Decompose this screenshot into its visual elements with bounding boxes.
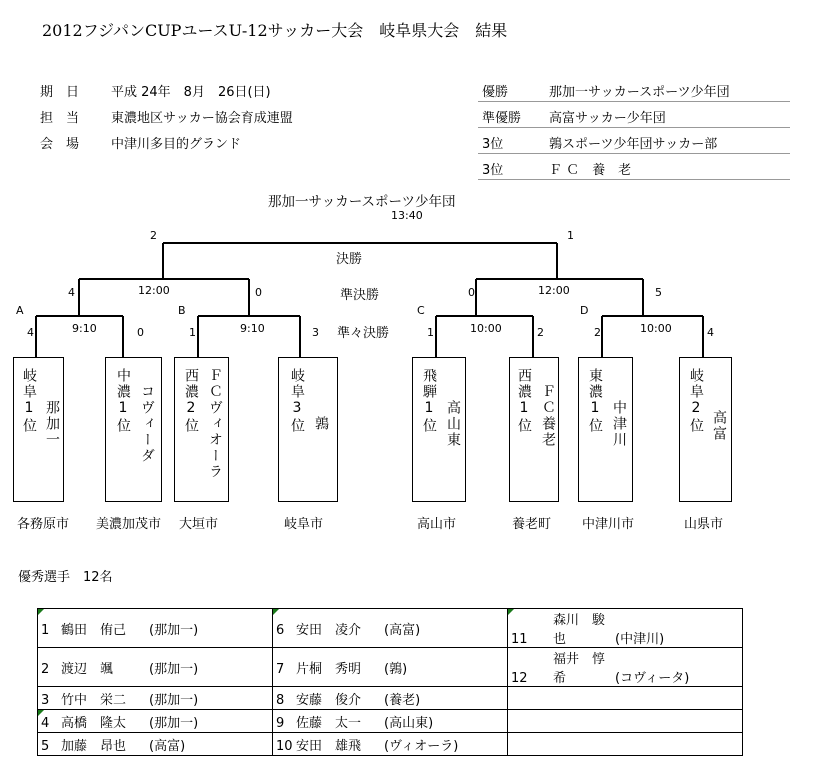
block-label-b: B <box>178 304 186 317</box>
team-city: 岐阜市 <box>284 517 324 532</box>
semi-label: 準決勝 <box>340 288 380 303</box>
empty-cell <box>508 733 743 756</box>
empty-cell <box>508 710 743 733</box>
team-seed: 西濃1位 <box>516 368 532 434</box>
team-seed: 西濃2位 <box>183 368 199 434</box>
player-cell: 1 鶴田 侑己 (那加一) <box>38 609 273 648</box>
player-cell: 4 高橋 隆太 (那加一) <box>38 710 273 733</box>
semi-right-time: 12:00 <box>538 284 570 297</box>
player-cell: 2 渡辺 颯 (那加一) <box>38 648 273 687</box>
semi-right-left-score: 0 <box>468 286 475 299</box>
team-name: ＦＣヴィオーラ <box>207 368 223 480</box>
team-name: 鶉 <box>313 416 329 432</box>
qf-d-time: 10:00 <box>640 322 672 335</box>
team-box <box>278 357 338 502</box>
result-team: 那加一サッカースポーツ少年団 <box>549 85 730 100</box>
qf-c-left-score: 1 <box>427 326 434 339</box>
qf-b-left-score: 1 <box>189 326 196 339</box>
team-box <box>679 357 732 502</box>
comment-marker <box>38 609 44 615</box>
player-cell: 12福井 惇希 (コヴィータ) <box>508 648 743 687</box>
table-row <box>38 733 743 756</box>
team-city: 中津川市 <box>582 517 635 532</box>
player-cell: 11森川 駿也 (中津川) <box>508 609 743 648</box>
result-rank: 3位 <box>482 137 504 152</box>
semi-right-right-score: 5 <box>655 286 662 299</box>
team-name: ＦＣ養老 <box>540 384 556 448</box>
team-seed: 岐阜1位 <box>21 368 37 434</box>
team-box <box>13 357 64 502</box>
players-table <box>37 608 743 756</box>
team-name: 中津川 <box>611 400 627 448</box>
final-label: 決勝 <box>336 252 363 267</box>
qf-b-time: 9:10 <box>240 322 265 335</box>
qf-c-time: 10:00 <box>470 322 502 335</box>
date-value: 平成 24年 8月 26日(日) <box>111 85 271 100</box>
result-team: 鶉スポーツ少年団サッカー部 <box>549 137 718 152</box>
venue-value: 中津川多目的グランド <box>111 137 242 152</box>
champion-name: 那加一サッカースポーツ少年団 <box>268 194 456 210</box>
result-team: 高富サッカー少年団 <box>549 111 666 126</box>
team-name: 那加一 <box>44 400 60 448</box>
venue-label: 会 場 <box>40 137 80 152</box>
team-name: コヴィーダ <box>139 384 155 464</box>
players-heading: 優秀選手 12名 <box>18 570 113 585</box>
final-left-score: 2 <box>150 229 157 242</box>
team-name: 高山東 <box>445 400 461 448</box>
team-name: 高富 <box>711 410 727 442</box>
block-label-d: D <box>580 304 589 317</box>
semi-left-right-score: 0 <box>255 286 262 299</box>
player-cell: 7 片桐 秀明 (鶉) <box>273 648 508 687</box>
team-seed: 飛騨1位 <box>421 368 437 434</box>
block-label-c: C <box>417 304 425 317</box>
player-cell: 5 加藤 昂也 (高富) <box>38 733 273 756</box>
result-team: Ｆ Ｃ 養 老 <box>549 163 632 178</box>
qf-label: 準々決勝 <box>337 326 390 341</box>
comment-marker <box>38 710 44 716</box>
team-box <box>412 357 466 502</box>
final-right-score: 1 <box>567 229 574 242</box>
page-title: 2012フジパンCUPユースU-12サッカー大会 岐阜県大会 結果 <box>42 21 508 40</box>
final-time: 13:40 <box>391 209 423 222</box>
qf-a-left-score: 4 <box>27 326 34 339</box>
player-cell: 6 安田 凌介 (高富) <box>273 609 508 648</box>
player-cell: 3 竹中 栄二 (那加一) <box>38 687 273 710</box>
team-city: 山県市 <box>684 517 724 532</box>
team-city: 各務原市 <box>17 517 70 532</box>
date-label: 期 日 <box>40 85 80 100</box>
comment-marker <box>273 609 279 615</box>
qf-a-time: 9:10 <box>72 322 97 335</box>
qf-d-left-score: 2 <box>594 326 601 339</box>
team-seed: 中濃1位 <box>115 368 131 434</box>
semi-left-time: 12:00 <box>138 284 170 297</box>
table-row <box>38 687 743 710</box>
team-box <box>174 357 229 502</box>
charge-value: 東濃地区サッカー協会育成連盟 <box>111 111 293 126</box>
team-box <box>509 357 559 502</box>
qf-b-right-score: 3 <box>312 326 319 339</box>
player-cell: 8 安藤 俊介 (養老) <box>273 687 508 710</box>
team-city: 養老町 <box>512 517 552 532</box>
team-box <box>105 357 162 502</box>
block-label-a: A <box>16 304 24 317</box>
team-seed: 岐阜2位 <box>688 368 704 434</box>
team-seed: 東濃1位 <box>587 368 603 434</box>
result-rank: 3位 <box>482 163 504 178</box>
team-box <box>578 357 633 502</box>
team-seed: 岐阜3位 <box>289 368 305 434</box>
qf-c-right-score: 2 <box>537 326 544 339</box>
team-city: 高山市 <box>417 517 457 532</box>
table-row <box>38 609 743 648</box>
result-rank: 準優勝 <box>482 111 522 126</box>
player-cell: 9 佐藤 太一 (高山東) <box>273 710 508 733</box>
table-row <box>38 648 743 687</box>
qf-a-right-score: 0 <box>137 326 144 339</box>
team-city: 大垣市 <box>179 517 219 532</box>
comment-marker <box>508 609 514 615</box>
result-rank: 優勝 <box>482 85 509 100</box>
qf-d-right-score: 4 <box>707 326 714 339</box>
team-city: 美濃加茂市 <box>96 517 162 532</box>
table-row <box>38 710 743 733</box>
charge-label: 担 当 <box>40 111 80 126</box>
empty-cell <box>508 687 743 710</box>
semi-left-left-score: 4 <box>68 286 75 299</box>
player-cell: 10 安田 雄飛 (ヴィオーラ) <box>273 733 508 756</box>
